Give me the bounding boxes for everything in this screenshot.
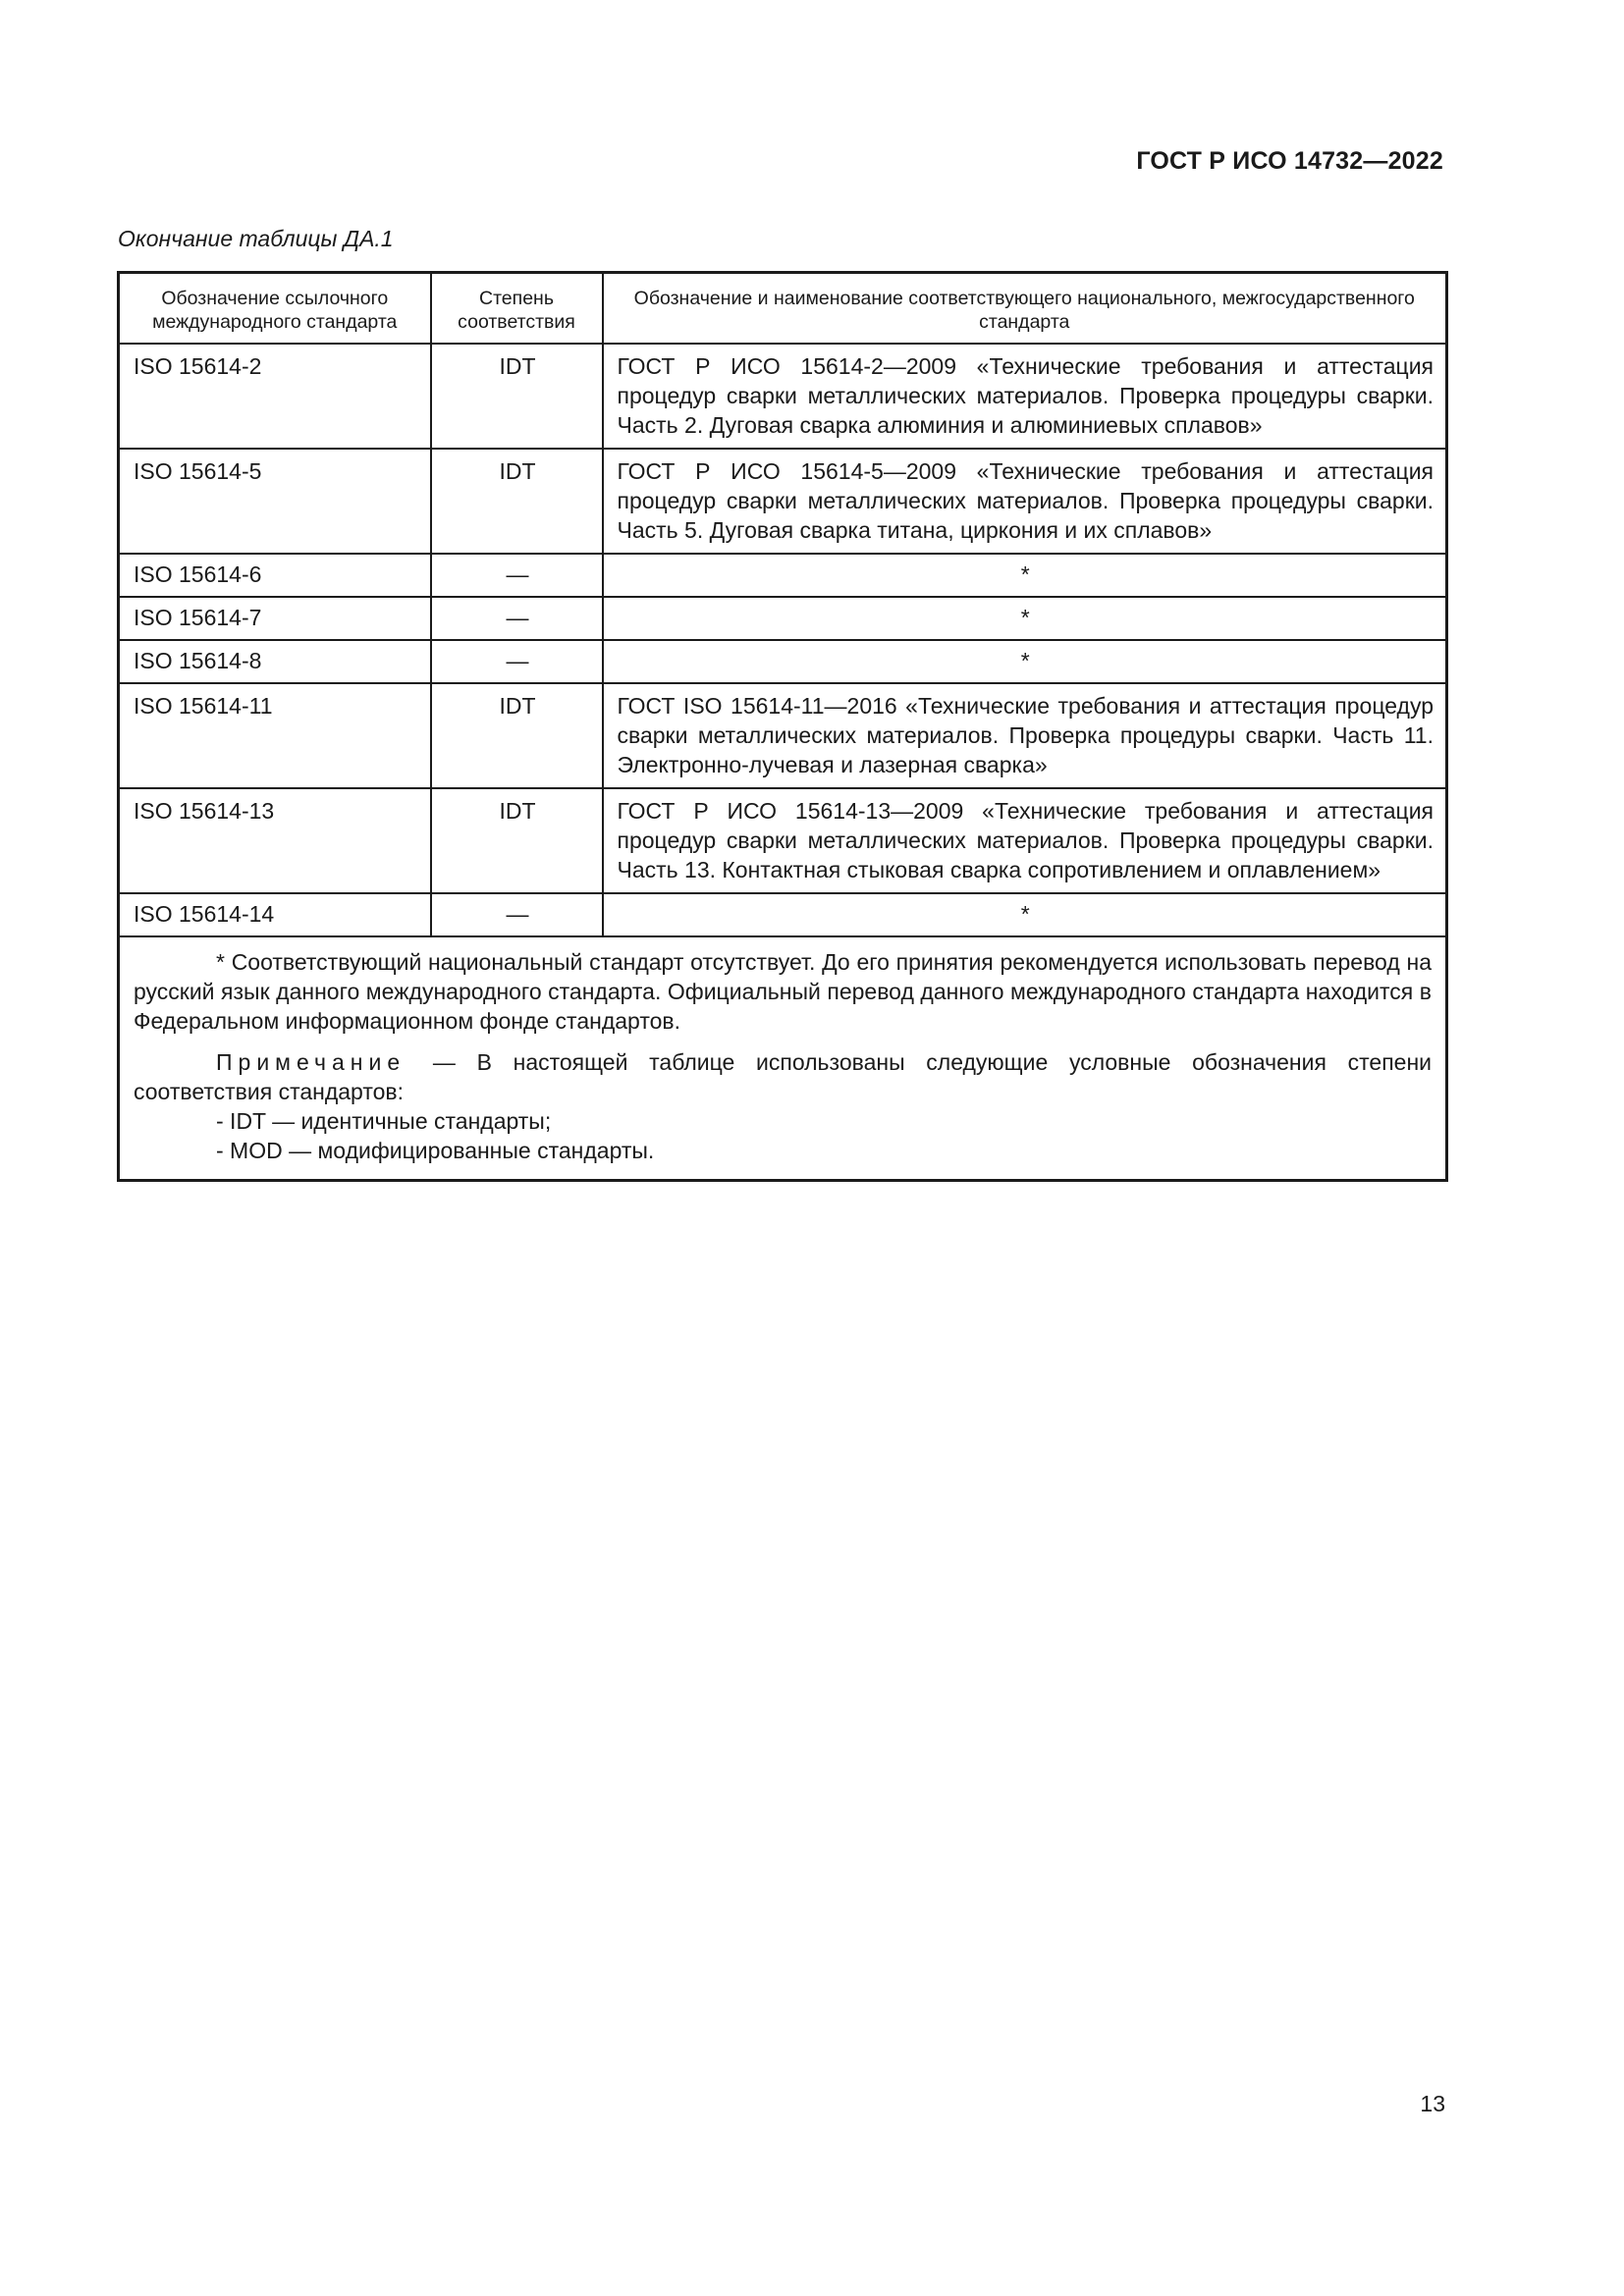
cell-code: ISO 15614-14 [119, 893, 431, 936]
cell-national-standard: * [603, 554, 1447, 597]
cell-code: ISO 15614-11 [119, 683, 431, 788]
cell-code: ISO 15614-7 [119, 597, 431, 640]
cell-code: ISO 15614-5 [119, 449, 431, 554]
cell-degree: — [431, 640, 603, 683]
page-number: 13 [1420, 2091, 1445, 2116]
column-header-code: Обозначение ссылочного международного стандарта [119, 273, 431, 345]
table-row [119, 449, 1447, 554]
cell-degree: IDT [431, 683, 603, 788]
table-row [119, 554, 1447, 597]
cell-code: ISO 15614-13 [119, 788, 431, 893]
table-row [119, 788, 1447, 893]
note-item: - IDT — идентичные стандарты; [216, 1108, 552, 1134]
table-row [119, 893, 1447, 936]
table-row [119, 344, 1447, 449]
cell-degree: — [431, 597, 603, 640]
standards-table [117, 271, 1448, 1182]
cell-national-standard: ГОСТ ISO 15614-11—2016 «Технические требования и аттестация процедур сварки металлических материалов. Проверка процедуры сварки. Часть 11. Электронно-лучевая и лазерная сварка» [603, 683, 1447, 788]
table-row [119, 640, 1447, 683]
cell-code: ISO 15614-6 [119, 554, 431, 597]
cell-national-standard: ГОСТ Р ИСО 15614-13—2009 «Технические требования и аттестация процедур сварки металлических материалов. Проверка процедуры сварки. Часть 13. Контактная стыковая сварка сопротивлением и оплавлением» [603, 788, 1447, 893]
table-footer-row [119, 936, 1447, 1181]
column-header-national-standard: Обозначение и наименование соответствующего национального, межгосударственного стандарта [603, 273, 1447, 345]
cell-degree: — [431, 554, 603, 597]
table-footnote-cell [119, 936, 1447, 1181]
cell-degree: IDT [431, 449, 603, 554]
cell-degree: — [431, 893, 603, 936]
cell-national-standard: * [603, 893, 1447, 936]
note-text: — В настоящей таблице использованы следующие условные обозначения степени соответствия стандартов: [134, 1049, 1433, 1104]
footnote-text: * Соответствующий национальный стандарт отсутствует. До его принятия рекомендуется использовать перевод на русский язык данного международного стандарта. Официальный перевод данного международного стандарта находится в Федеральном информационном фонде стандартов. [134, 949, 1432, 1034]
cell-national-standard: ГОСТ Р ИСО 15614-5—2009 «Технические требования и аттестация процедур сварки металлических материалов. Проверка процедуры сварки. Часть 5. Дуговая сварка титана, циркония и их сплавов» [603, 449, 1447, 554]
document-code: ГОСТ Р ИСО 14732—2022 [1136, 147, 1443, 175]
cell-national-standard: ГОСТ Р ИСО 15614-2—2009 «Технические требования и аттестация процедур сварки металлических материалов. Проверка процедуры сварки. Часть 2. Дуговая сварка алюминия и алюминиевых сплавов» [603, 344, 1447, 449]
note-label: Примечание [216, 1049, 406, 1075]
cell-degree: IDT [431, 788, 603, 893]
column-header-degree: Степень соответствия [431, 273, 603, 345]
cell-national-standard: * [603, 640, 1447, 683]
table-row [119, 597, 1447, 640]
cell-code: ISO 15614-2 [119, 344, 431, 449]
table-row [119, 683, 1447, 788]
note-item: - MOD — модифицированные стандарты. [216, 1138, 655, 1163]
table-header-row [119, 273, 1447, 345]
cell-national-standard: * [603, 597, 1447, 640]
cell-degree: IDT [431, 344, 603, 449]
note-paragraph [134, 1047, 1432, 1106]
cell-code: ISO 15614-8 [119, 640, 431, 683]
table-caption: Окончание таблицы ДА.1 [118, 226, 394, 251]
